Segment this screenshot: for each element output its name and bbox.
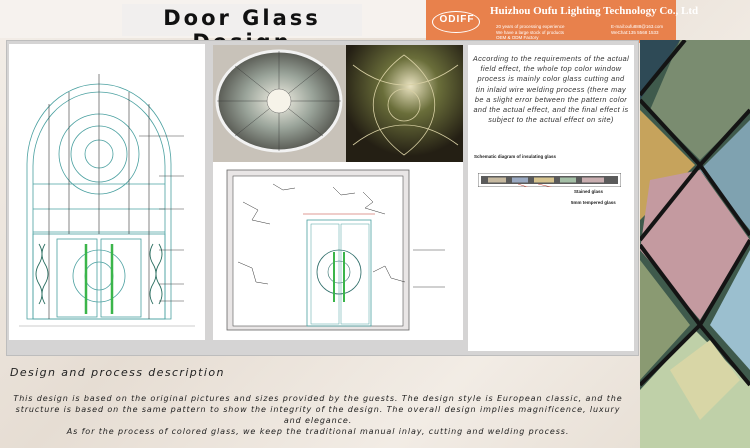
company-name: Huizhou Oufu Lighting Technology Co., Ltd bbox=[490, 5, 699, 17]
page-title: Door Glass bbox=[163, 6, 321, 30]
description-heading: Design and process description bbox=[10, 366, 225, 379]
ceiling-dome-photos bbox=[213, 45, 463, 162]
banner-line: 20 years of processing experience bbox=[496, 24, 565, 29]
banner-left-info bbox=[496, 24, 565, 41]
insulating-glass-schematic bbox=[478, 173, 621, 187]
stained-glass-decoration bbox=[640, 40, 750, 448]
description-body bbox=[8, 393, 628, 437]
description-paragraph-1: This design is based on the original pictures and sizes provided by the guests. The design style is European classic, and the structure is based on the same pattern to show the integrity of the design. The overall design implies magnificence, luxury and elegance. bbox=[13, 394, 623, 425]
banner-line: We have a large stock of products bbox=[496, 29, 564, 35]
banner-wechat: WeChat:135 5568 1533 bbox=[611, 29, 659, 35]
tempered-glass-label: 5mm tempered glass bbox=[571, 200, 616, 205]
banner-email: E-mail:oufu888@163.com bbox=[611, 24, 664, 29]
schematic-title: Schematic diagram of insulating glass bbox=[474, 154, 557, 159]
stained-glass-label: Stained glass bbox=[574, 189, 604, 194]
door-front-drawing bbox=[213, 162, 463, 340]
banner-contact-info bbox=[611, 24, 663, 35]
company-logo-text: ODIFF bbox=[439, 14, 475, 25]
process-note-text: According to the requirements of the actual field effect, the whole top color window process is mainly color glass cutting and tin inlaid wire welding process (there may be a slight error between the pattern color and the actual effect, and the final effect is subject to the actual effect on site) bbox=[472, 54, 630, 125]
door-elevation-drawing bbox=[9, 44, 205, 340]
description-paragraph-2: As for the process of colored glass, we keep the traditional manual inlay, cutting and welding process. bbox=[66, 427, 570, 436]
banner-line: OEM & ODM Factory bbox=[496, 35, 539, 40]
